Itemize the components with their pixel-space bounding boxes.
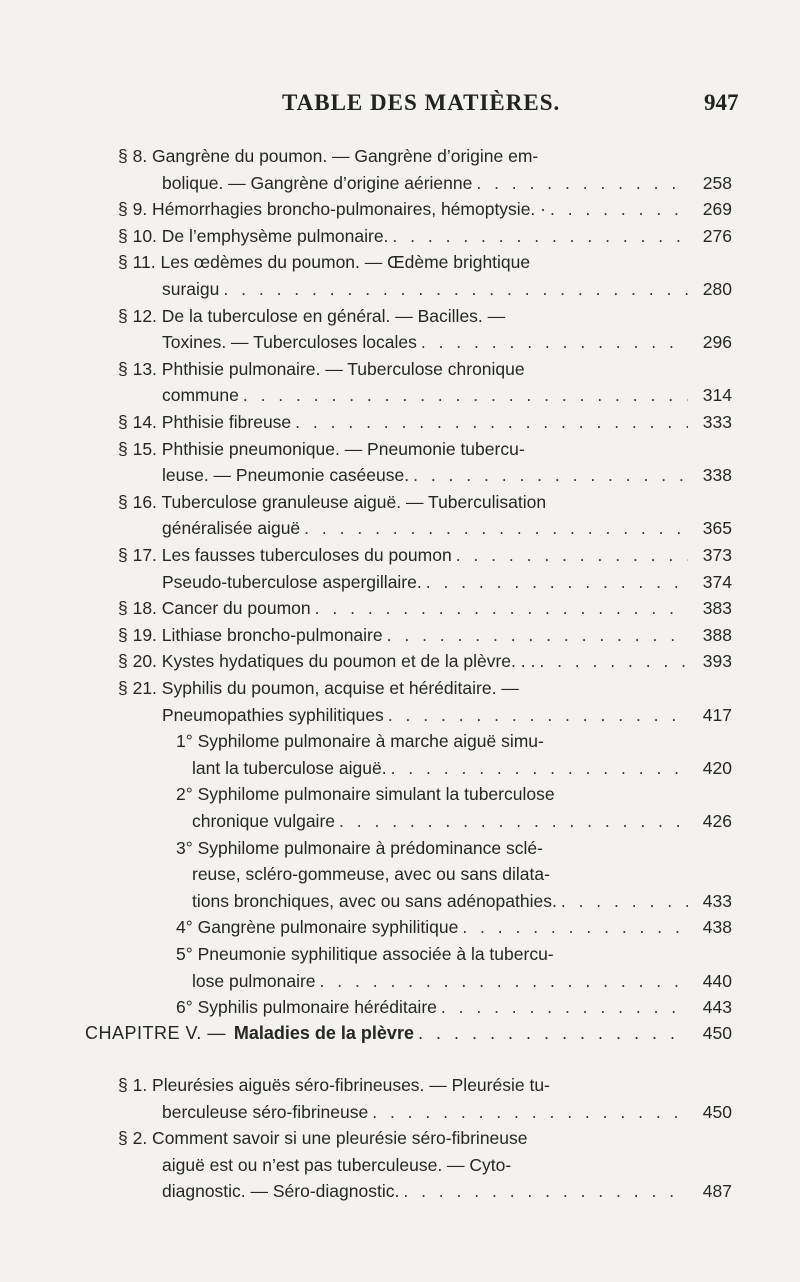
dot-leader xyxy=(462,914,688,940)
toc-entry-continued xyxy=(118,303,732,329)
toc-page-number: 440 xyxy=(702,970,732,991)
toc-entry-text: 6° Syphilis pulmonaire héréditaire xyxy=(176,997,437,1018)
toc-entry-continued xyxy=(162,1152,732,1178)
dot-leader xyxy=(388,702,688,728)
toc-entry-text: § 2. Comment savoir si une pleurésie séro-fibrineuse xyxy=(118,1128,528,1149)
chapter-number: CHAPITRE V. — xyxy=(85,1023,226,1043)
toc-entry xyxy=(118,595,732,621)
toc-entry xyxy=(118,223,732,249)
toc-entry xyxy=(162,382,732,408)
chapter-heading xyxy=(85,1020,732,1046)
toc-entry-text: commune xyxy=(162,385,239,406)
dot-leader xyxy=(476,170,688,196)
toc-page-number: 450 xyxy=(702,1101,732,1122)
dot-leader xyxy=(320,968,688,994)
toc-entry xyxy=(118,648,732,674)
toc-entry-text: § 18. Cancer du poumon xyxy=(118,598,311,619)
toc-entry-text: Pseudo-tuberculose aspergillaire. xyxy=(162,571,422,592)
toc-entry-continued xyxy=(176,781,732,807)
running-title: TABLE DES MATIÈRES. xyxy=(282,90,561,115)
toc-entry-continued xyxy=(118,675,732,701)
toc-entry xyxy=(162,170,732,196)
toc-entry-text: § 16. Tuberculose granuleuse aiguë. — Tuberculisation xyxy=(118,491,547,512)
dot-leader xyxy=(304,515,688,541)
toc-entry-text: 5° Pneumonie syphilitique associée à la tubercu- xyxy=(176,944,554,964)
toc-entry xyxy=(118,196,732,222)
toc-entry-continued xyxy=(118,1072,732,1098)
header-page-number: 947 xyxy=(704,90,739,115)
chapter-title: Maladies de la plèvre xyxy=(233,1023,414,1043)
toc-entry-text: § 9. Hémorrhagies broncho-pulmonaires, hémoptysie. · xyxy=(118,199,546,220)
dot-leader xyxy=(392,223,688,249)
toc-entry-text: lant la tuberculose aiguë. xyxy=(192,757,387,778)
toc-page-number: 417 xyxy=(702,704,732,725)
dot-leader xyxy=(561,888,688,914)
toc-entry xyxy=(162,329,732,355)
toc-entry-text: Toxines. — Tuberculoses locales xyxy=(162,332,417,353)
toc-entry xyxy=(192,808,732,834)
toc-entry xyxy=(192,755,732,781)
toc-page-number: 438 xyxy=(702,917,732,938)
toc-page-number: 433 xyxy=(702,890,732,911)
toc-entry-text: chronique vulgaire xyxy=(192,811,336,831)
dot-leader xyxy=(339,808,688,834)
dot-leader xyxy=(387,622,688,648)
toc-page-number: 314 xyxy=(702,385,732,406)
toc-page-number: 280 xyxy=(702,279,732,299)
toc-entry-text: § 8. Gangrène du poumon. — Gangrène d’origine em- xyxy=(118,146,539,166)
dot-leader xyxy=(315,595,688,621)
toc-entry xyxy=(162,276,732,302)
toc-entry-text: § 14. Phthisie fibreuse xyxy=(118,412,292,432)
toc-entry-text: lose pulmonaire xyxy=(192,970,316,991)
toc-entry xyxy=(192,968,732,994)
toc-entry xyxy=(118,542,732,568)
dot-leader xyxy=(550,196,688,222)
dot-leader xyxy=(223,276,688,302)
dot-leader xyxy=(243,382,688,408)
toc-page-number: 296 xyxy=(702,332,732,353)
toc-page-number: 374 xyxy=(702,571,732,592)
toc-entry xyxy=(192,888,732,914)
toc-entry-text: § 20. Kystes hydatiques du poumon et de la plèvre. . . xyxy=(118,651,536,672)
toc-entry-continued xyxy=(118,356,732,382)
dot-leader xyxy=(426,569,688,595)
toc-entry-continued xyxy=(118,436,732,462)
toc-entry-continued xyxy=(192,861,732,887)
toc-entry-text: § 15. Phthisie pneumonique. — Pneumonie tubercu- xyxy=(118,438,525,459)
dot-leader xyxy=(391,755,688,781)
toc-page-number: 276 xyxy=(702,225,732,246)
toc-entry-continued xyxy=(176,728,732,754)
toc-entry-continued xyxy=(118,249,732,275)
toc-entry xyxy=(118,622,732,648)
toc-entry xyxy=(162,515,732,541)
toc-entry-text: 2° Syphilome pulmonaire simulant la tuberculose xyxy=(176,784,555,805)
toc-entry-text: bolique. — Gangrène d’origine aérienne xyxy=(162,172,473,193)
toc-entry xyxy=(176,994,732,1020)
toc-page-number: 383 xyxy=(702,598,732,619)
toc-entry-text: aiguë est ou n’est pas tuberculeuse. — Cyto- xyxy=(162,1154,512,1175)
toc-entry-text: § 11. Les œdèmes du poumon. — Œdème brightique xyxy=(118,252,531,273)
toc-page-number: 333 xyxy=(702,412,732,432)
toc-entry-text: leuse. — Pneumonie caséeuse. xyxy=(162,465,410,486)
toc-entry-text: suraigu xyxy=(162,279,220,299)
toc-entry-text: § 19. Lithiase broncho-pulmonaire xyxy=(118,624,383,645)
toc-entry-text: 1° Syphilome pulmonaire à marche aiguë simu- xyxy=(176,731,544,752)
toc-entry-text: § 1. Pleurésies aiguës séro-fibrineuses. — Pleurésie tu- xyxy=(118,1075,550,1095)
dot-leader xyxy=(413,462,688,488)
toc-entry-text: berculeuse séro-fibrineuse xyxy=(162,1101,369,1122)
toc-page-number: 443 xyxy=(702,997,732,1018)
toc-page-number: 426 xyxy=(702,811,732,831)
dot-leader xyxy=(372,1099,688,1125)
dot-leader xyxy=(456,542,688,568)
toc-page-number: 269 xyxy=(702,199,732,220)
toc-page-number: 420 xyxy=(702,757,732,778)
toc-entry-continued xyxy=(176,941,732,967)
toc-entry-text: 4° Gangrène pulmonaire syphilitique xyxy=(176,917,459,938)
toc-entry xyxy=(162,702,732,728)
toc-entry xyxy=(162,569,732,595)
dot-leader xyxy=(295,409,688,435)
dot-leader xyxy=(539,648,688,674)
toc-entry-continued xyxy=(118,489,732,515)
toc-entry xyxy=(176,914,732,940)
toc-entry xyxy=(162,1178,732,1204)
dot-leader xyxy=(441,994,688,1020)
toc-entry xyxy=(162,462,732,488)
toc-entry-text: § 21. Syphilis du poumon, acquise et héréditaire. — xyxy=(118,678,519,698)
toc-entry-text: généralisée aiguë xyxy=(162,518,301,539)
toc-page-number: 393 xyxy=(702,651,732,672)
toc-entry xyxy=(118,409,732,435)
chapter-page-number: 450 xyxy=(702,1023,732,1043)
toc-page-number: 487 xyxy=(702,1181,732,1202)
toc-entry-continued xyxy=(118,1125,732,1151)
toc-page-number: 373 xyxy=(702,545,732,565)
toc-page-number: 365 xyxy=(702,518,732,539)
toc-entry-continued xyxy=(176,835,732,861)
toc-entry-text: § 13. Phthisie pulmonaire. — Tuberculose chronique xyxy=(118,358,525,379)
toc-page-number: 388 xyxy=(702,624,732,645)
toc-entry-text: § 17. Les fausses tuberculoses du poumon xyxy=(118,545,452,565)
toc-entry-text: diagnostic. — Séro-diagnostic. xyxy=(162,1181,400,1202)
toc-entry xyxy=(162,1099,732,1125)
toc-entry-continued xyxy=(118,143,732,169)
dot-leader xyxy=(403,1178,688,1204)
toc-entry-text: tions bronchiques, avec ou sans adénopathies. xyxy=(192,890,557,911)
toc-entry-text: reuse, scléro-gommeuse, avec ou sans dilata- xyxy=(192,864,550,885)
dot-leader xyxy=(421,329,688,355)
toc-entry-text: 3° Syphilome pulmonaire à prédominance sclé- xyxy=(176,837,543,858)
toc-page-number: 338 xyxy=(702,465,732,486)
toc-page-number: 258 xyxy=(702,172,732,193)
dot-leader xyxy=(418,1020,688,1046)
toc-entry-text: § 10. De l’emphysème pulmonaire. xyxy=(118,225,389,246)
toc-entry-text: Pneumopathies syphilitiques xyxy=(162,704,384,725)
toc-entry-text: § 12. De la tuberculose en général. — Bacilles. — xyxy=(118,305,506,326)
